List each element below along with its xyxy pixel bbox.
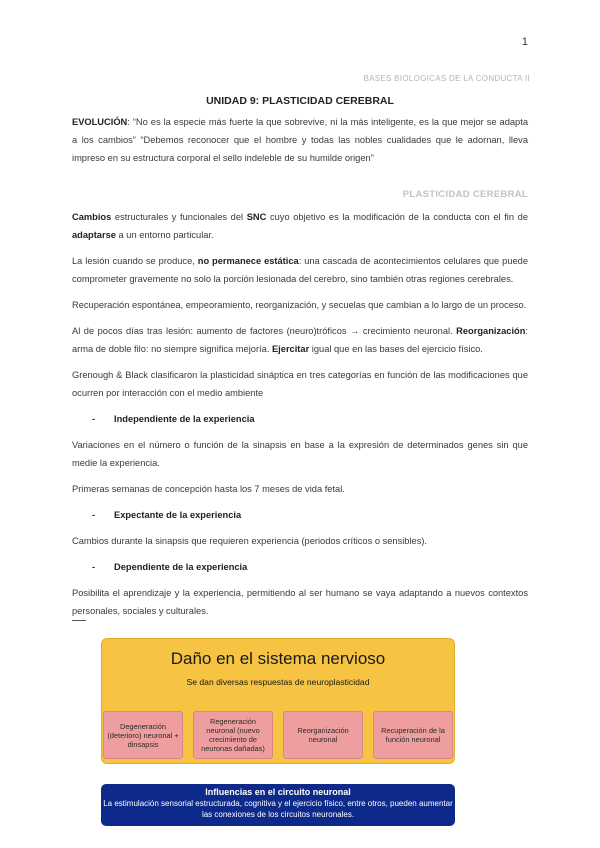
text: La lesión cuando se produce, — [72, 256, 198, 266]
response-box-degeneracion: Degeneración (deterioro) neuronal + dinsapsis — [103, 711, 183, 759]
unit-title: UNIDAD 9: PLASTICIDAD CEREBRAL — [206, 95, 394, 107]
paragraph-3: Recuperación espontánea, empeoramiento, reorganización, y secuelas que cambian a lo largo de un proceso. — [72, 300, 527, 310]
bullet-independiente — [72, 410, 528, 428]
bullet-dependiente — [72, 558, 528, 576]
text: : una cascada de acontecimientos celulares que puede comprometer gravemente no solo la porción lesionada del cerebro, sino también otras regiones cerebrales. — [72, 256, 528, 284]
paragraph-1 — [72, 208, 528, 244]
evolucion-text: : “No es la especie más fuerte la que sobrevive, ni la más inteligente, es la que mejor se adapta a los cambios” “Debemos reconocer que el hombre y todas las nobles cualidades que le adornan, lleva impreso en su estructura corporal el sello indeleble de su humilde origen” — [72, 117, 528, 163]
bold-text: Cambios — [72, 212, 112, 222]
response-box-recuperacion: Recuperación de la función neuronal — [373, 711, 453, 759]
bullet-label: Dependiente de la experiencia — [114, 562, 248, 572]
bullet-dash: - — [92, 414, 96, 424]
bullet-expectante — [72, 506, 528, 524]
paragraph-6: Variaciones en el número o función de la sinapsis en base a la expresión de determinados genes sin que medie la experiencia. — [72, 440, 528, 468]
paragraph-7: Primeras semanas de concepción hasta los 7 meses de vida fetal. — [72, 484, 345, 494]
influence-text: La estimulación sensorial estructurada, cognitiva y el ejercicio físico, entre otros, pueden aumentar las conexiones de los circuitos neuronales. — [103, 799, 453, 819]
paragraph-4 — [72, 322, 528, 358]
influence-title: Influencias en el circuito neuronal — [205, 787, 351, 797]
main-text — [72, 208, 528, 628]
response-box-regeneracion: Regeneración neuronal (nuevo crecimiento de neuronas dañadas) — [193, 711, 273, 759]
bold-text: no permanece estática — [197, 256, 299, 266]
text: estructurales y funcionales del — [111, 212, 247, 222]
bullet-dash: - — [92, 562, 96, 572]
bold-text: adaptarse — [72, 230, 116, 240]
paragraph-2 — [72, 252, 528, 288]
bullet-dash: - — [92, 510, 96, 520]
influence-box — [101, 784, 455, 826]
diagram-title: Daño en el sistema nervioso — [170, 649, 386, 668]
response-box-reorganizacion: Reorganización neuronal — [283, 711, 363, 759]
divider — [72, 620, 86, 621]
bold-text: Reorganización — [456, 326, 526, 336]
section-title: PLASTICIDAD CEREBRAL — [402, 189, 528, 200]
bold-text: SNC — [246, 212, 267, 222]
paragraph-5: Grenough & Black clasificaron la plasticidad sináptica en tres categorías en función de las modificaciones que ocurren por interacción con el medio ambiente — [72, 370, 528, 398]
evolucion-label: EVOLUCIÓN — [72, 117, 128, 127]
neuroplasticity-diagram — [101, 638, 455, 826]
diagram-subtitle: Se dan diversas respuestas de neuroplasticidad — [186, 677, 370, 687]
text: Al de pocos días tras lesión: aumento de factores (neuro)tróficos → crecimiento neuronal. — [72, 326, 457, 336]
running-header: BASES BIOLOGICAS DE LA CONDUCTA II — [363, 74, 530, 83]
text: a un entorno particular. — [115, 230, 214, 240]
paragraph-9: Posibilita el aprendizaje y la experiencia, permitiendo al ser humano se vaya adaptando a nuevos contextos personales, sociales y culturales. — [72, 588, 528, 616]
bullet-label: Independiente de la experiencia — [114, 414, 255, 424]
paragraph-8: Cambios durante la sinapsis que requieren experiencia (periodos críticos o sensibles). — [72, 536, 428, 546]
page-number: 1 — [521, 36, 528, 48]
text: igual que en las bases del ejercicio físico. — [309, 344, 483, 354]
bullet-label: Expectante de la experiencia — [114, 510, 242, 520]
evolucion-paragraph — [72, 113, 528, 175]
text: : arma de doble filo: no siempre significa mejoría. — [72, 326, 528, 354]
bold-text: Ejercitar — [271, 344, 310, 354]
damage-box — [101, 638, 455, 764]
text: cuyo objetivo es la modificación de la conducta con el fin de — [266, 212, 528, 222]
